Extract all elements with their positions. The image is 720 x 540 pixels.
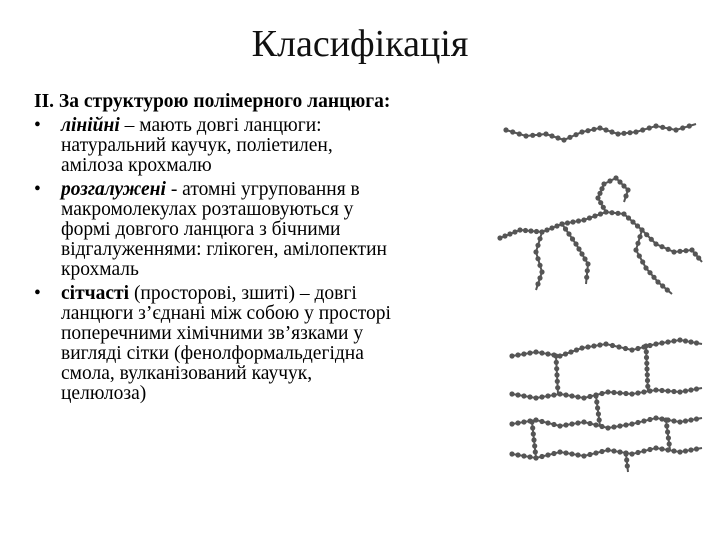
chain-bead [639, 227, 644, 232]
chain-bead [497, 235, 502, 240]
chain-bead [635, 390, 640, 395]
chain-bead [688, 417, 693, 422]
chain-bead [593, 450, 598, 455]
chain-bead [623, 193, 628, 198]
chain-bead [530, 425, 535, 430]
bullet-marker: • [34, 283, 41, 304]
chain-bead [545, 351, 550, 356]
chain-bead [532, 443, 537, 448]
chain-bead [593, 393, 598, 398]
bullet-text-line: поперечними хімічними зв’язками у [61, 323, 364, 344]
chain-bead [643, 343, 648, 348]
bullet-text-line: – мають довгі ланцюги: [124, 115, 322, 136]
bullet-network [34, 284, 494, 404]
chain-bead [551, 422, 556, 427]
chain-bead [687, 123, 692, 128]
chain-bead [575, 420, 580, 425]
chain-bead [563, 351, 568, 356]
chain-bead [609, 210, 614, 215]
chain-bead [665, 447, 670, 452]
chain-bead [537, 132, 542, 137]
chain-bead [603, 341, 608, 346]
chain-bead [653, 241, 658, 246]
chain-bead [605, 447, 610, 452]
bullet-text-line: смола, вулканізований каучук, [61, 363, 313, 384]
chain-bead [527, 454, 532, 459]
chain-bead [615, 131, 620, 136]
chain-bead [609, 129, 614, 134]
chain-bead [539, 350, 544, 355]
chain-bead [617, 179, 622, 184]
bullet-text-line: амілоза крохмалю [61, 155, 212, 176]
chain-bead [677, 389, 682, 394]
chain-bead [623, 346, 628, 351]
chain-bead [595, 195, 600, 200]
chain-bead [664, 423, 669, 428]
chain-bead [683, 338, 688, 343]
chain-bead [554, 223, 559, 228]
chain-bead [617, 390, 622, 395]
chain-bead [521, 419, 526, 424]
bullet-text-line: формі довгого ланцюга з бічними [61, 219, 341, 240]
chain-bead [581, 395, 586, 400]
network-chains [509, 337, 702, 472]
chain-bead [509, 451, 514, 456]
chain-bead [645, 378, 650, 383]
chain-bead [601, 181, 606, 186]
chain-bead [503, 127, 508, 132]
term-branched: розгалужені [61, 179, 166, 200]
chain-bead [527, 350, 532, 355]
chain-bead [512, 229, 517, 234]
section-heading: II. За структурою полімерного ланцюга: [34, 91, 391, 112]
chain-bead [689, 247, 694, 252]
chain-bead [671, 418, 676, 423]
chain-bead [537, 263, 542, 268]
chain-bead [647, 417, 652, 422]
chain-bead [671, 338, 676, 343]
chain-bead [537, 275, 542, 280]
chain-bead [617, 423, 622, 428]
chain-bead [665, 247, 670, 252]
bullet-text-line: ланцюги з’єднані між собою у просторі [61, 303, 391, 324]
chain-bead [521, 351, 526, 356]
chain-bead [665, 339, 670, 344]
chain-bead [565, 220, 570, 225]
chain-bead [521, 453, 526, 458]
chain-bead [653, 123, 658, 128]
chain-bead [635, 241, 640, 246]
chain-bead [570, 236, 575, 241]
chain-bead [671, 249, 676, 254]
chain-bead [533, 449, 538, 454]
chain-bead [677, 449, 682, 454]
chain-bead [587, 452, 592, 457]
chain-bead [599, 186, 604, 191]
chain-bead [694, 446, 699, 451]
chain-bead [533, 395, 538, 400]
chain-bead [611, 390, 616, 395]
chain-bead [551, 392, 556, 397]
chain-bead [667, 441, 672, 446]
chain-bead [539, 394, 544, 399]
chain-bead [696, 255, 701, 260]
chain-bead [569, 451, 574, 456]
chain-bead [677, 337, 682, 342]
chain-bead [663, 417, 668, 422]
chain-bead [629, 451, 634, 456]
chain-bead [647, 388, 652, 393]
chain-bead [576, 246, 581, 251]
chain-bead [629, 391, 634, 396]
chain-bead [644, 349, 649, 354]
chain-bead [545, 452, 550, 457]
chain-bead [573, 241, 578, 246]
chain-bead [569, 421, 574, 426]
chain-bead [515, 352, 520, 357]
chain-bead [554, 372, 559, 377]
chain-bead [665, 287, 670, 292]
chain-bead [587, 394, 592, 399]
bullet-text-line: (просторові, зшиті) – довгі [133, 283, 357, 304]
bullet-text-line: макромолекулах розташовуються у [61, 199, 354, 220]
chain-bead [597, 417, 602, 422]
chain-bead [643, 265, 648, 270]
chain-bead [677, 419, 682, 424]
chain-bead [510, 129, 515, 134]
chain-bead [523, 228, 528, 233]
page-title: Класифікація [251, 23, 469, 65]
chain-bead [688, 339, 693, 344]
bullet-branched [34, 180, 494, 280]
bullet-text-line: відгалуженнями: глікоген, амілопектин [61, 239, 387, 260]
chain-bead [694, 340, 699, 345]
chain-bead [529, 419, 534, 424]
chain-bead [563, 422, 568, 427]
chain-bead [623, 451, 628, 456]
chain-bead [585, 128, 590, 133]
term-linear: лінійні [61, 115, 120, 136]
chain-bead [557, 391, 562, 396]
chain-bead [549, 225, 554, 230]
chain-bead [531, 437, 536, 442]
chain-bead [633, 247, 638, 252]
chain-bead [666, 435, 671, 440]
chain-bead [640, 259, 645, 264]
chain-bead [591, 127, 596, 132]
chain-bead [554, 360, 559, 365]
chain-bead [665, 429, 670, 434]
chain-bead [581, 453, 586, 458]
chain-bead [683, 418, 688, 423]
chain-bead [507, 231, 512, 236]
chain-bead [533, 455, 538, 460]
chain-bead [667, 126, 672, 131]
chain-bead [521, 393, 526, 398]
bullet-text-line: крохмаль [61, 259, 139, 280]
chain-bead [660, 125, 665, 130]
chain-bead [659, 446, 664, 451]
chain-bead [585, 261, 590, 266]
chain-bead [563, 392, 568, 397]
chain-bead [644, 366, 649, 371]
chain-bead [581, 217, 586, 222]
chain-bead [599, 391, 604, 396]
chain-bead [585, 344, 590, 349]
chain-bead [653, 387, 658, 392]
chain-bead [595, 405, 600, 410]
chain-bead [531, 431, 536, 436]
chain-bead [635, 420, 640, 425]
chain-bead [621, 131, 626, 136]
chain-bead [539, 269, 544, 274]
chain-bead [611, 424, 616, 429]
chain-bead [539, 419, 544, 424]
chain-bead [615, 211, 620, 216]
chain-bead [594, 399, 599, 404]
chain-bead [607, 178, 612, 183]
chain-bead [694, 386, 699, 391]
chain-bead [555, 385, 560, 390]
chain-bead [625, 187, 630, 192]
chain-bead [601, 205, 606, 210]
chain-bead [680, 125, 685, 130]
chain-bead [617, 449, 622, 454]
chain-bead [539, 454, 544, 459]
chain-bead [563, 450, 568, 455]
chain-bead [624, 457, 629, 462]
chain-bead [623, 391, 628, 396]
chain-bead [635, 450, 640, 455]
chain-bead [621, 183, 626, 188]
bullet-text-line: - атомні угруповання в [170, 179, 360, 200]
chain-bead [598, 200, 603, 205]
chain-bead [517, 227, 522, 232]
chain-bead [645, 372, 650, 377]
chain-bead [641, 418, 646, 423]
chain-bead [557, 423, 562, 428]
chain-bead [641, 448, 646, 453]
chain-bead [629, 421, 634, 426]
chain-bead [557, 449, 562, 454]
chain-bead [649, 237, 654, 242]
chain-bead [641, 389, 646, 394]
chain-bead [568, 349, 573, 354]
chain-bead [509, 391, 514, 396]
chain-bead [534, 229, 539, 234]
chain-bead [551, 451, 556, 456]
chain-bead [596, 411, 601, 416]
chain-bead [544, 227, 549, 232]
chain-bead [528, 228, 533, 233]
bullet-marker: • [34, 115, 41, 136]
chain-bead [653, 445, 658, 450]
chain-bead [651, 275, 656, 280]
chain-bead [533, 349, 538, 354]
chain-bead [593, 422, 598, 427]
chain-bead [610, 343, 615, 348]
chain-bead [599, 424, 604, 429]
chain-bead [509, 353, 514, 358]
chain-bead [598, 211, 603, 216]
chain-bead [502, 233, 507, 238]
branched-chain [497, 175, 702, 294]
chain-bead [647, 125, 652, 130]
chain-bead [535, 243, 540, 248]
chain-bead [543, 131, 548, 136]
chain-bead [545, 420, 550, 425]
chain-bead [635, 346, 640, 351]
polymer-chain-structures-illustration [496, 112, 706, 482]
chain-bead [553, 353, 558, 358]
chain-bead [570, 219, 575, 224]
term-network: сітчасті [61, 283, 130, 304]
bullet-text-line: натуральний каучук, поліетилен, [61, 135, 333, 156]
chain-bead [563, 226, 568, 231]
chain-bead [569, 393, 574, 398]
chain-bead [653, 415, 658, 420]
chain-bead [605, 425, 610, 430]
chain-bead [671, 448, 676, 453]
chain-bead [683, 388, 688, 393]
chain-bead [647, 447, 652, 452]
chain-bead [688, 387, 693, 392]
chain-bead [555, 135, 560, 140]
chain-bead [573, 132, 578, 137]
chain-bead [677, 249, 682, 254]
bullet-linear [34, 116, 494, 176]
chain-bead [683, 248, 688, 253]
chain-bead [545, 393, 550, 398]
chain-bead [537, 236, 542, 241]
chain-bead [587, 421, 592, 426]
chain-bead [647, 270, 652, 275]
bullet-text-line: вигляді сітки (фенолформальдегідна [61, 343, 364, 364]
chain-bead [561, 137, 566, 142]
slide-body [34, 92, 494, 408]
chain-bead [597, 125, 602, 130]
chain-bead [603, 127, 608, 132]
chain-bead [694, 416, 699, 421]
chain-bead [645, 384, 650, 389]
chain-bead [576, 218, 581, 223]
chain-bead [515, 392, 520, 397]
chain-bead [625, 463, 630, 468]
chain-bead [535, 281, 540, 286]
chain-bead [559, 221, 564, 226]
linear-chain [503, 123, 696, 142]
chain-bead [597, 342, 602, 347]
chain-bead [597, 191, 602, 196]
chain-bead [575, 394, 580, 399]
chain-bead [683, 448, 688, 453]
chain-bead [566, 231, 571, 236]
bullet-text-line: целюлоза) [61, 383, 147, 404]
chain-bead [616, 344, 621, 349]
chain-bead [515, 452, 520, 457]
chain-bead [644, 355, 649, 360]
chain-bead [579, 251, 584, 256]
chain-bead [621, 211, 626, 216]
chain-bead [549, 133, 554, 138]
chain-bead [637, 234, 642, 239]
chain-bead [579, 129, 584, 134]
chain-bead [599, 449, 604, 454]
chain-bead [630, 219, 635, 224]
chain-bead [627, 130, 632, 135]
chain-bead [575, 452, 580, 457]
chain-bead [579, 345, 584, 350]
chain-bead [523, 133, 528, 138]
chain-bead [535, 256, 540, 261]
chain-bead [584, 275, 589, 280]
chain-bead [644, 232, 649, 237]
chain-bead [660, 283, 665, 288]
chain-bead [605, 389, 610, 394]
chain-bead [574, 347, 579, 352]
chain-bead [635, 223, 640, 228]
chain-bead [640, 127, 645, 132]
chain-bead [693, 251, 698, 256]
chain-bead [659, 244, 664, 249]
chain-bead [530, 133, 535, 138]
chain-bead [592, 213, 597, 218]
chain-bead [613, 175, 618, 180]
chain-bead [659, 388, 664, 393]
chain-bead [539, 229, 544, 234]
chain-bead [673, 127, 678, 132]
chain-bead [555, 379, 560, 384]
chain-bead [655, 279, 660, 284]
chain-bead [671, 389, 676, 394]
chain-bead [688, 447, 693, 452]
chain-bead [633, 129, 638, 134]
chain-bead [567, 135, 572, 140]
chain-bead [554, 366, 559, 371]
chain-bead [581, 419, 586, 424]
chain-bead [623, 422, 628, 427]
chain-bead [611, 448, 616, 453]
chain-bead [515, 420, 520, 425]
chain-bead [587, 215, 592, 220]
chain-bead [585, 268, 590, 273]
chain-bead [626, 215, 631, 220]
chain-bead [582, 256, 587, 261]
chain-bead [659, 340, 664, 345]
chain-bead [527, 394, 532, 399]
bullet-marker: • [34, 179, 41, 200]
chain-bead [637, 253, 642, 258]
chain-bead [644, 361, 649, 366]
chain-bead [533, 249, 538, 254]
chain-bead [665, 388, 670, 393]
chain-bead [509, 421, 514, 426]
chain-bead [517, 131, 522, 136]
chain-bead [591, 343, 596, 348]
chain-bead [629, 347, 634, 352]
chain-bead [603, 209, 608, 214]
chain-bead [653, 341, 658, 346]
